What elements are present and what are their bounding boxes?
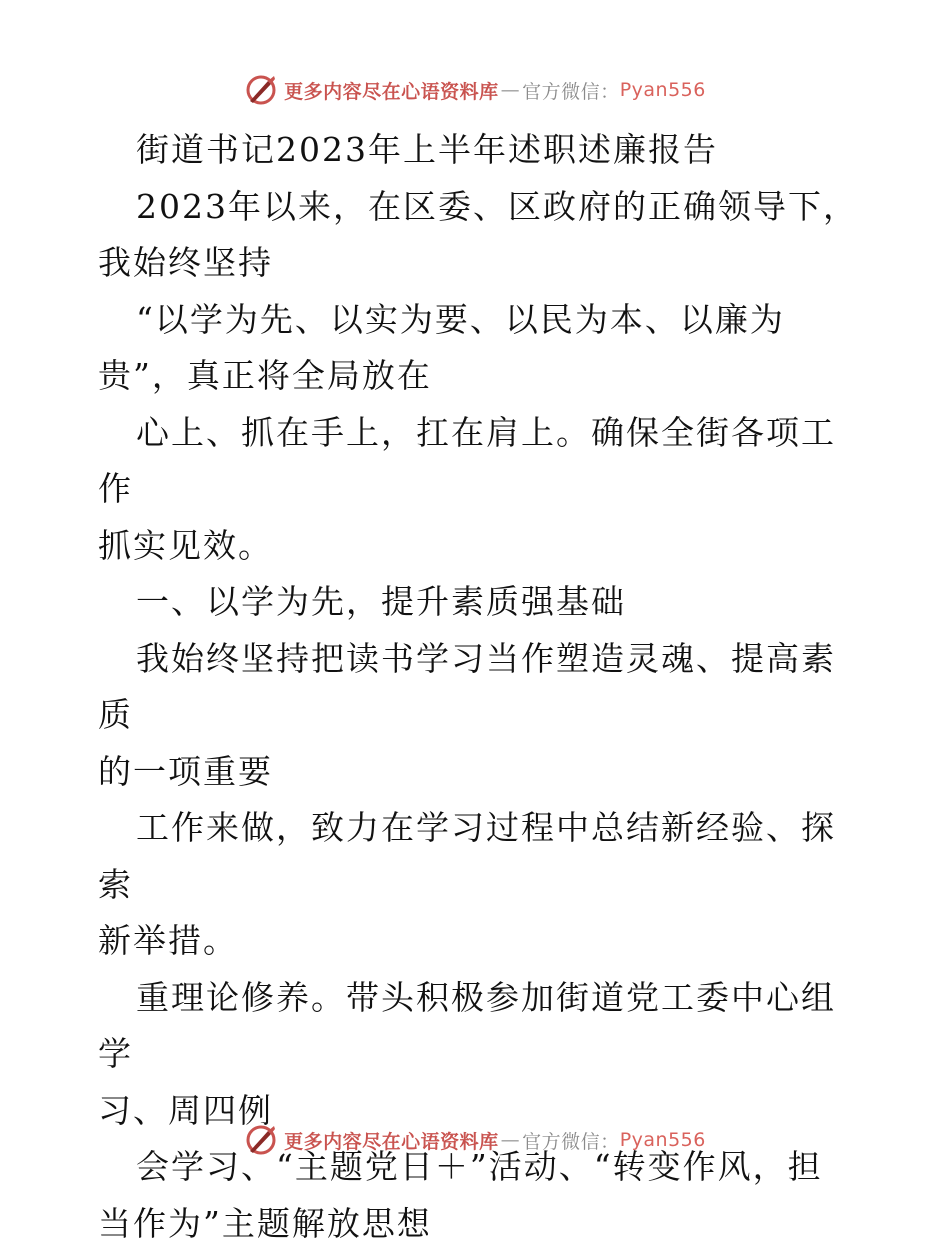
section-heading: 一、以学为先，提升素质强基础	[98, 574, 858, 631]
watermark-label: 官方微信：	[522, 77, 620, 104]
paragraph: 会学习、“主题党日＋”活动、“转变作风，担	[98, 1139, 858, 1196]
paragraph: 我始终坚持	[98, 235, 858, 292]
watermark-label: 官方微信：	[522, 1127, 620, 1154]
paragraph: 习、周四例	[98, 1083, 858, 1140]
watermark-wechat-id: Pyan556	[620, 79, 706, 101]
paragraph: 当作为”主题解放思想	[98, 1196, 858, 1252]
paragraph: 我始终坚持把读书学习当作塑造灵魂、提高素质	[98, 631, 858, 744]
paragraph: 的一项重要	[98, 744, 858, 801]
header-watermark	[0, 70, 950, 110]
paragraph: “以学为先、以实为要、以民为本、以廉为	[98, 292, 858, 349]
paragraph: 贵”，真正将全局放在	[98, 348, 858, 405]
paragraph: 工作来做，致力在学习过程中总结新经验、探索	[98, 800, 858, 913]
quill-pen-logo-icon	[244, 1123, 278, 1157]
document-body	[98, 122, 858, 1252]
watermark-main-text: 更多内容尽在心语资料库	[284, 77, 499, 104]
quill-pen-logo-icon	[244, 73, 278, 107]
watermark-main-text: 更多内容尽在心语资料库	[284, 1127, 499, 1154]
watermark-wechat-id: Pyan556	[620, 1129, 706, 1151]
paragraph: 2023年以来，在区委、区政府的正确领导下，	[98, 179, 858, 236]
paragraph: 心上、抓在手上，扛在肩上。确保全街各项工作	[98, 405, 858, 518]
document-title: 街道书记2023年上半年述职述廉报告	[98, 122, 858, 179]
watermark-dash: —	[501, 1129, 521, 1151]
footer-watermark	[0, 1120, 950, 1160]
watermark-dash: —	[501, 79, 521, 101]
paragraph: 新举措。	[98, 913, 858, 970]
paragraph: 重理论修养。带头积极参加街道党工委中心组学	[98, 970, 858, 1083]
paragraph: 抓实见效。	[98, 518, 858, 575]
